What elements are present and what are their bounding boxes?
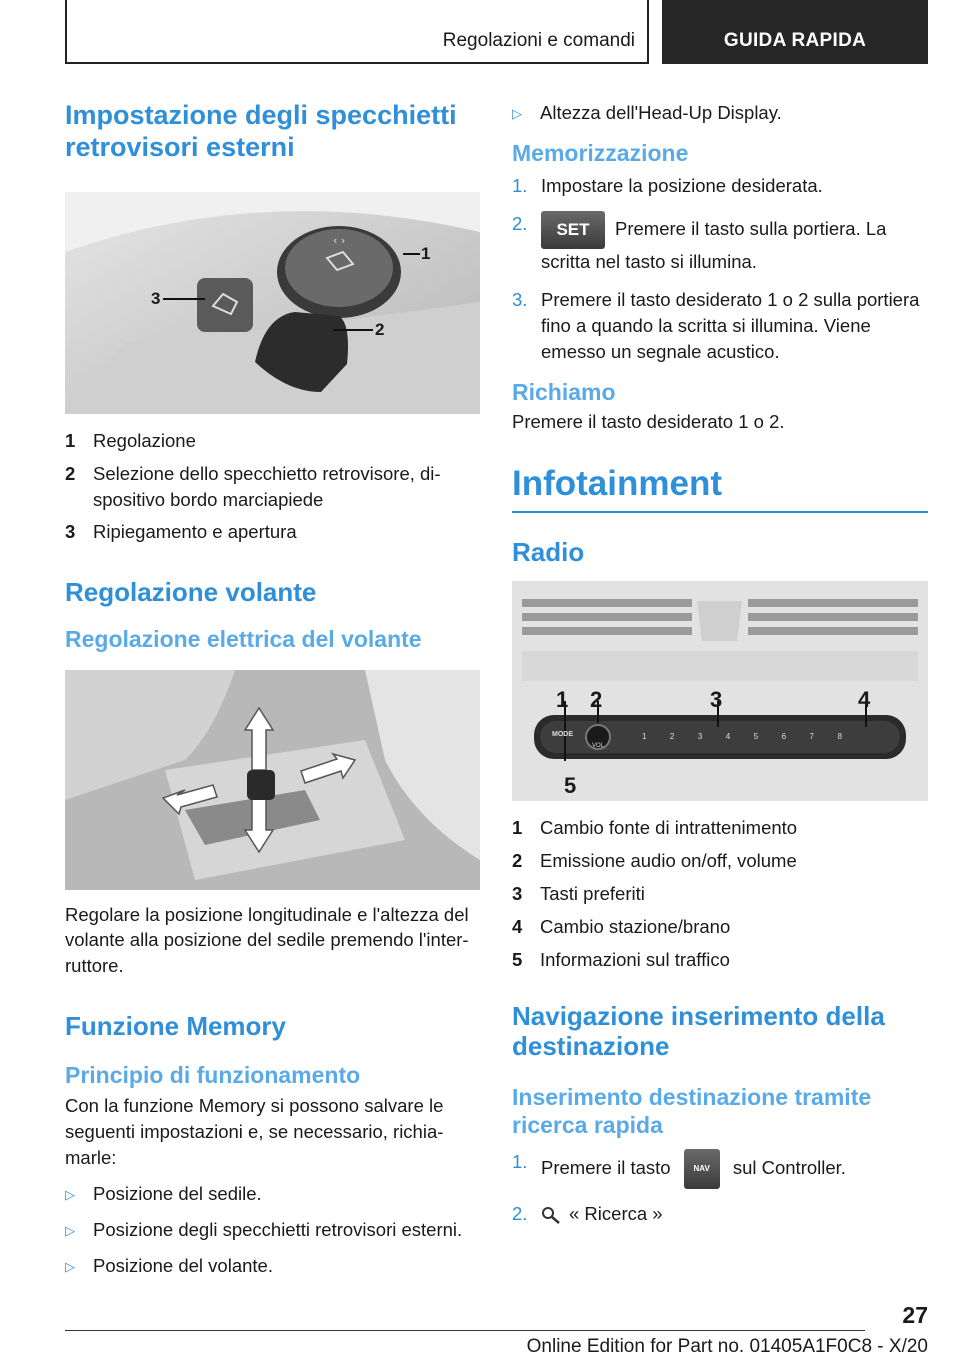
list-item-text: Altezza dell'Head-Up Display. — [540, 102, 782, 123]
step-item — [512, 173, 928, 199]
preset-button: 6 — [781, 732, 787, 742]
legend-text: Emissione audio on/off, volume — [540, 850, 797, 872]
step-text: Premere il tasto desiderato 1 o 2 sulla portiera fino a quando la scritta si illumina. Viene emesso un segnale acustico. — [541, 289, 920, 363]
page-number: 27 — [902, 1302, 928, 1328]
memory-description: Con la funzione Memory si possono salvare le seguenti impostazioni e, se necessario, richiamarle: — [65, 1095, 444, 1169]
radio-callout-3: 3 — [710, 687, 723, 713]
step-text: « Ricerca » — [569, 1203, 663, 1225]
mirror-legend — [65, 428, 480, 546]
list-item — [512, 100, 928, 126]
radio-legend — [512, 815, 928, 972]
legend-num: 4 — [512, 916, 523, 938]
preset-button: 3 — [697, 732, 703, 742]
preset-button: 5 — [753, 732, 759, 742]
page-header — [65, 0, 928, 64]
triangle-bullet-icon: ▷ — [65, 1258, 75, 1274]
step-item — [512, 211, 928, 275]
recall-title: Richiamo — [512, 378, 616, 405]
step-number: 2. — [512, 213, 528, 235]
triangle-bullet-icon: ▷ — [65, 1223, 75, 1239]
legend-text: Cambio fonte di intrattenimento — [540, 817, 798, 839]
steering-title: Regolazione volante — [65, 577, 317, 608]
radio-panel-figure — [512, 581, 928, 801]
preset-button: 4 — [725, 732, 731, 742]
triangle-bullet-icon: ▷ — [512, 106, 522, 121]
header-section-box — [65, 0, 649, 64]
list-item — [65, 1181, 480, 1207]
nav-title: Navigazione inserimento della destinazione — [512, 1000, 885, 1062]
legend-num: 1 — [512, 817, 523, 839]
preset-button: 7 — [809, 732, 814, 742]
step-text: Premere il tasto — [541, 1157, 671, 1179]
triangle-bullet-icon: ▷ — [65, 1187, 75, 1203]
radio-callout-1: 1 — [556, 687, 569, 713]
step-content — [541, 1149, 928, 1189]
legend-text: Selezione dello specchietto retrovisore, dispositivo bordo marciapiede — [93, 462, 441, 510]
footer-divider — [65, 1330, 865, 1331]
legend-row — [512, 881, 928, 907]
legend-num: 2 — [512, 850, 523, 872]
footer-edition: Online Edition for Part no. 01405A1F0C8 - X/20 — [526, 1336, 928, 1357]
set-key-icon: SET — [541, 211, 605, 249]
legend-text: Regolazione — [93, 429, 196, 451]
step-content — [541, 1201, 928, 1227]
legend-num: 1 — [65, 429, 76, 451]
list-item — [65, 1253, 480, 1279]
step-number: 1. — [512, 1151, 528, 1173]
radio-callout-2: 2 — [590, 687, 603, 713]
store-steps — [512, 173, 928, 364]
header-section-title: Regolazioni e comandi — [442, 30, 635, 51]
legend-text: Ripiegamento e apertura — [93, 521, 297, 543]
step-number: 1. — [512, 175, 528, 197]
steering-description: Regolare la posizione longitudinale e l'altezza del volante alla posizione del sedile premendo l'interruttore. — [65, 903, 469, 977]
legend-text: Cambio stazione/brano — [540, 916, 731, 938]
nav-subtitle: Inserimento destinazione tramite ricerca rapida — [512, 1084, 872, 1138]
preset-button: 2 — [669, 732, 675, 742]
preset-button: 8 — [837, 732, 842, 742]
nav-steps — [512, 1149, 928, 1227]
legend-num: 2 — [65, 462, 76, 484]
volume-knob-label: VOL — [592, 743, 605, 750]
radio-callout-4: 4 — [858, 687, 871, 713]
steering-switch-illustration — [65, 670, 480, 890]
preset-button: 1 — [642, 732, 647, 742]
legend-num: 3 — [512, 883, 523, 905]
legend-row — [65, 519, 480, 545]
step-content — [541, 211, 928, 275]
legend-num: 5 — [512, 948, 523, 970]
step-item — [512, 1201, 928, 1227]
memory-bullet-list — [65, 1181, 480, 1279]
memory-subtitle: Principio di funzionamento — [65, 1061, 361, 1088]
steering-switch-figure — [65, 670, 480, 890]
list-item-text: Posizione del sedile. — [93, 1183, 262, 1205]
memory-title: Funzione Memory — [65, 1011, 287, 1042]
step-number: 2. — [512, 1203, 528, 1225]
svg-text:‹ ›: ‹ › — [333, 233, 346, 247]
legend-text: Tasti preferiti — [540, 883, 645, 905]
radio-title: Radio — [512, 536, 585, 567]
preset-buttons — [642, 732, 842, 741]
legend-row — [65, 428, 480, 454]
infotainment-title: Infotainment — [512, 464, 722, 504]
legend-num: 3 — [65, 521, 76, 543]
mirror-callout-2: 2 — [375, 319, 385, 339]
legend-row — [512, 914, 928, 940]
legend-row — [512, 848, 928, 874]
list-item-text: Posizione del volante. — [93, 1254, 273, 1276]
mirror-callout-3: 3 — [151, 288, 161, 308]
radio-callout-5: 5 — [564, 773, 577, 799]
section-divider — [512, 511, 928, 513]
mode-button-label: MODE — [552, 731, 573, 739]
legend-row — [65, 461, 480, 513]
recall-description: Premere il tasto desiderato 1 o 2. — [512, 410, 785, 432]
mirrors-title: Impostazione degli specchietti retrovisori esterni — [65, 100, 457, 162]
legend-text: Informazioni sul traffico — [540, 948, 730, 970]
steering-subtitle: Regolazione elettrica del volante — [65, 625, 422, 652]
left-column — [65, 100, 480, 1289]
step-text: Impostare la posizione desiderata. — [541, 175, 823, 197]
nav-key-icon: NAV — [684, 1149, 720, 1189]
mirror-callout-1: 1 — [421, 243, 431, 263]
mirror-control-figure — [65, 192, 480, 414]
mirror-control-illustration — [65, 192, 480, 414]
step-number: 3. — [512, 289, 528, 311]
step-item — [512, 287, 928, 365]
step-text: Premere il tasto sulla portiera. La scritta nel tasto si illumina. — [541, 218, 887, 273]
search-icon — [541, 1206, 561, 1224]
legend-row — [512, 815, 928, 841]
step-text: sul Controller. — [732, 1157, 846, 1179]
right-column — [512, 100, 928, 1239]
list-item — [65, 1217, 480, 1243]
step-item — [512, 1149, 928, 1189]
list-item-text: Posizione degli specchietti retrovisori esterni. — [93, 1219, 463, 1241]
legend-row — [512, 947, 928, 973]
header-tab-quick-guide: GUIDA RAPIDA — [662, 0, 928, 64]
store-title: Memorizzazione — [512, 139, 689, 166]
